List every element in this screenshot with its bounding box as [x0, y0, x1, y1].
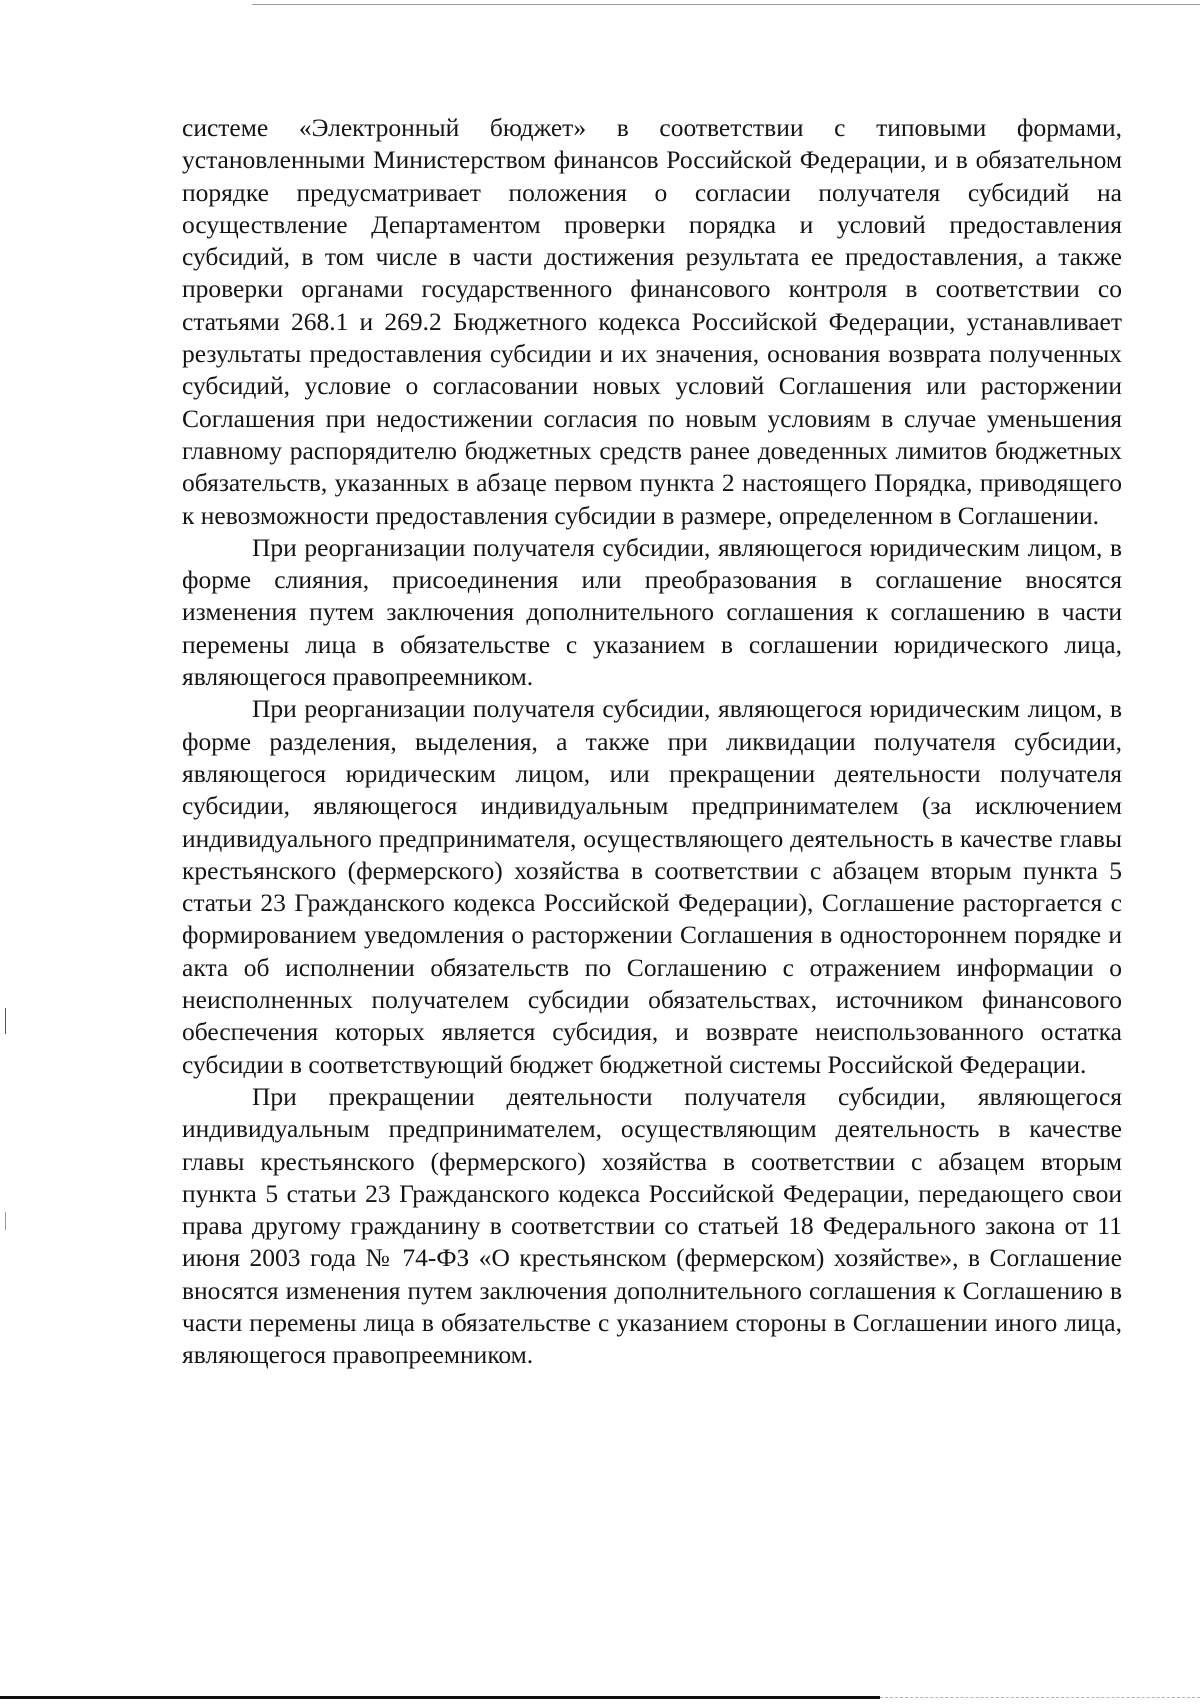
paragraph-continuation: системе «Электронный бюджет» в соответствии с типовыми формами, установленными Министерством финансов Российской Федерации, и в обязательном порядке предусматривает положения о согласии получателя субсидий на осуществление Департаментом проверки порядка и условий предоставления субсидий, в том числе в части достижения результата ее предоставления, а также проверки органами государственного финансового контроля в соответствии со статьями 268.1 и 269.2 Бюджетного кодекса Российской Федерации, устанавливает результаты предоставления субсидии и их значения, основания возврата полученных субсидий, условие о согласовании новых условий Соглашения или расторжении Соглашения при недостижении согласия по новым условиям в случае уменьшения главному распорядителю бюджетных средств ранее доведенных лимитов бюджетных обязательств, указанных в абзаце первом пункта 2 настоящего Порядка, приводящего к невозможности предоставления субсидии в размере, определенном в Соглашении. [182, 113, 1122, 530]
paragraph-farm-head-termination: При прекращении деятельности получателя субсидии, являющегося индивидуальным предпринимателем, осуществляющим деятельность в качестве главы крестьянского (фермерского) хозяйства в соответствии с абзацем вторым пункта 5 статьи 23 Гражданского кодекса Российской Федерации, передающего свои права другому гражданину в соответствии со статьей 18 Федерального закона от 11 июня 2003 года № 74-ФЗ «О крестьянском (фермерском) хозяйстве», в Соглашение вносятся изменения путем заключения дополнительного соглашения к Соглашению в части перемены лица в обязательстве с указанием стороны в Соглашении иного лица, являющегося правопреемником. [182, 1081, 1122, 1370]
paragraph-reorganization-division: При реорганизации получателя субсидии, являющегося юридическим лицом, в форме разделения, выделения, а также при ликвидации получателя субсидии, являющегося юридическим лицом, или прекращении деятельности получателя субсидии, являющегося индивидуальным предпринимателем (за исключением индивидуального предпринимателя, осуществляющего деятельность в качестве главы крестьянского (фермерского) хозяйства в соответствии с абзацем вторым пункта 5 статьи 23 Гражданского кодекса Российской Федерации), Соглашение расторгается с формированием уведомления о расторжении Соглашения в одностороннем порядке и акта об исполнении обязательств по Соглашению с отражением информации о неисполненных получателем субсидии обязательствах, источником финансового обеспечения которых является субсидия, и возврате неиспользованного остатка субсидии в соответствующий бюджет бюджетной системы Российской Федерации. [182, 694, 1122, 1079]
bottom-scan-border [0, 1696, 880, 1699]
top-scan-border [252, 4, 1200, 5]
document-body [182, 112, 1122, 1372]
paragraph-reorganization-merger: При реорганизации получателя субсидии, являющегося юридическим лицом, в форме слияния, присоединения или преобразования в соглашение вносятся изменения путем заключения дополнительного соглашения к соглашению в части перемены лица в обязательстве с указанием в соглашении юридического лица, являющегося правопреемником. [182, 532, 1122, 692]
scan-artifact-mark [5, 1212, 6, 1230]
bottom-scan-border-faint [880, 1697, 1200, 1698]
scan-artifact-mark [5, 1008, 6, 1034]
